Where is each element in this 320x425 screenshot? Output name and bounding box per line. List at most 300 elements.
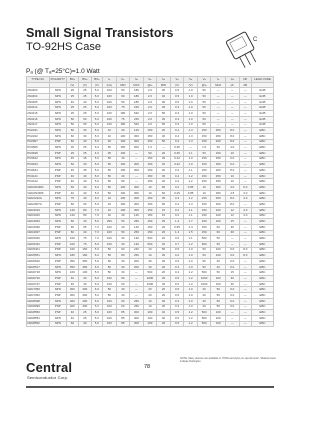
data-cell: 1.4 bbox=[170, 219, 184, 225]
data-cell: PN2222 bbox=[27, 133, 50, 139]
data-cell: 300 bbox=[79, 293, 92, 299]
data-cell: 6.0 bbox=[226, 287, 240, 293]
data-cell: 50 bbox=[103, 173, 117, 179]
data-cell: — bbox=[239, 173, 252, 179]
data-cell: EBC bbox=[252, 202, 274, 208]
data-cell: 1.7 bbox=[184, 219, 198, 225]
data-cell: EBC bbox=[252, 287, 274, 293]
data-cell: ECB bbox=[252, 99, 274, 105]
data-cell: 500 bbox=[143, 270, 157, 276]
data-cell: 75 bbox=[116, 116, 130, 122]
data-cell: 100 bbox=[103, 88, 117, 94]
data-cell: 8.0 bbox=[226, 168, 240, 174]
data-cell: 500 bbox=[197, 310, 211, 316]
data-cell: PN2907 bbox=[27, 139, 50, 145]
data-cell: 25 bbox=[79, 310, 92, 316]
data-cell: 0.5 bbox=[170, 259, 184, 265]
data-cell: 1.3 bbox=[184, 139, 198, 145]
data-cell: 150 bbox=[197, 162, 211, 168]
data-cell: 2N3415 bbox=[27, 111, 50, 117]
data-cell: 1000 bbox=[143, 281, 157, 287]
data-cell: 5.0 bbox=[91, 247, 102, 253]
data-cell: EBC bbox=[252, 315, 274, 321]
data-cell: — bbox=[130, 173, 144, 179]
data-cell: — bbox=[239, 150, 252, 156]
data-cell: 180 bbox=[66, 253, 79, 259]
data-cell: 5.0 bbox=[91, 133, 102, 139]
data-cell: 300 bbox=[66, 287, 79, 293]
data-cell: 6.0 bbox=[226, 259, 240, 265]
data-cell: 45 bbox=[79, 156, 92, 162]
data-cell: NPN bbox=[49, 88, 66, 94]
data-cell: 50 bbox=[197, 264, 211, 270]
data-cell: 150 bbox=[197, 173, 211, 179]
data-cell: 8.0 bbox=[226, 128, 240, 134]
data-cell: — bbox=[239, 162, 252, 168]
data-cell: PNP bbox=[49, 281, 66, 287]
data-cell: 2.0 bbox=[143, 94, 157, 100]
data-cell: 80 bbox=[116, 253, 130, 259]
data-cell: 150 bbox=[143, 156, 157, 162]
data-cell: EBC bbox=[252, 145, 274, 151]
data-cell: 5.0 bbox=[91, 162, 102, 168]
data-cell: 0.5 bbox=[170, 315, 184, 321]
data-cell: 1.1 bbox=[184, 207, 198, 213]
data-cell: 40 bbox=[66, 173, 79, 179]
data-cell: 100 bbox=[103, 276, 117, 282]
data-cell: 40 bbox=[79, 321, 92, 327]
data-cell: 500 bbox=[197, 321, 211, 327]
data-cell: 150 bbox=[143, 230, 157, 236]
data-cell: 25 bbox=[66, 105, 79, 111]
data-cell: 1.2 bbox=[184, 315, 198, 321]
page-title: Small Signal Transistors bbox=[26, 26, 174, 40]
data-cell: 150 bbox=[116, 145, 130, 151]
data-cell: 7.0 bbox=[91, 224, 102, 230]
data-cell: — bbox=[239, 304, 252, 310]
data-cell: 60 bbox=[66, 162, 79, 168]
data-cell: NPN bbox=[49, 94, 66, 100]
data-cell: 50 bbox=[66, 116, 79, 122]
data-cell: — bbox=[226, 315, 240, 321]
data-cell: 5.0 bbox=[91, 310, 102, 316]
data-cell: 60 bbox=[66, 230, 79, 236]
header-cell: BVₐ bbox=[66, 77, 79, 83]
data-cell: 250 bbox=[130, 253, 144, 259]
to92-package-icon bbox=[217, 29, 267, 69]
data-cell: 250 bbox=[130, 298, 144, 304]
data-cell: 300 bbox=[130, 196, 144, 202]
data-cell: — bbox=[239, 315, 252, 321]
data-cell: 150 bbox=[197, 207, 211, 213]
data-cell: 4.0 bbox=[91, 150, 102, 156]
data-cell: 40 bbox=[157, 315, 171, 321]
data-cell: 7.0 bbox=[91, 207, 102, 213]
central-logo: Central bbox=[26, 360, 73, 375]
data-cell: 100 bbox=[211, 310, 226, 316]
data-cell: 0.5 bbox=[170, 310, 184, 316]
data-cell: 40 bbox=[211, 145, 226, 151]
data-cell: 30 bbox=[143, 264, 157, 270]
data-cell: 60 bbox=[116, 304, 130, 310]
data-cell: CEN2907A bbox=[27, 202, 50, 208]
data-cell: 50 bbox=[197, 111, 211, 117]
data-cell: — bbox=[239, 116, 252, 122]
data-cell: 5.0 bbox=[91, 179, 102, 185]
data-cell: 60 bbox=[211, 230, 226, 236]
data-cell: 1.2 bbox=[184, 276, 198, 282]
data-cell: 300 bbox=[79, 287, 92, 293]
data-cell: 100 bbox=[211, 276, 226, 282]
data-cell: — bbox=[226, 241, 240, 247]
data-cell: 0.4 bbox=[170, 139, 184, 145]
data-cell: 400 bbox=[66, 298, 79, 304]
data-cell: EBC bbox=[252, 241, 274, 247]
data-cell: 6.0 bbox=[226, 253, 240, 259]
data-cell: — bbox=[239, 281, 252, 287]
data-cell: 40 bbox=[79, 139, 92, 145]
data-cell: 500 bbox=[197, 315, 211, 321]
data-cell: 40 bbox=[66, 179, 79, 185]
data-cell: PNP bbox=[49, 293, 66, 299]
data-cell: 0.5 bbox=[170, 99, 184, 105]
data-cell: 30 bbox=[157, 304, 171, 310]
data-cell: 150 bbox=[197, 224, 211, 230]
data-cell: 50 bbox=[103, 287, 117, 293]
data-cell: 50 bbox=[116, 88, 130, 94]
data-cell: 5.0 bbox=[91, 111, 102, 117]
data-cell: EBC bbox=[252, 270, 274, 276]
data-cell: 50 bbox=[116, 230, 130, 236]
data-cell: 5.0 bbox=[91, 315, 102, 321]
data-cell: PNP bbox=[49, 173, 66, 179]
data-cell: 50 bbox=[66, 122, 79, 128]
data-cell: 0.25 bbox=[170, 150, 184, 156]
data-cell: 1.3 bbox=[184, 202, 198, 208]
data-cell: 5.0 bbox=[91, 94, 102, 100]
data-cell: 6.0 bbox=[91, 253, 102, 259]
data-cell: NPN bbox=[49, 128, 66, 134]
data-cell: 400 bbox=[79, 298, 92, 304]
data-cell: 150 bbox=[143, 224, 157, 230]
data-cell: 150 bbox=[143, 219, 157, 225]
data-cell: 15 bbox=[157, 207, 171, 213]
data-cell: 0.35 bbox=[170, 145, 184, 151]
data-cell: 150 bbox=[143, 133, 157, 139]
data-cell: 12 bbox=[226, 207, 240, 213]
data-cell: 1000 bbox=[143, 276, 157, 282]
data-cell: 30 bbox=[157, 281, 171, 287]
data-cell: NPN bbox=[49, 270, 66, 276]
data-cell: 40 bbox=[157, 162, 171, 168]
data-cell: 50 bbox=[197, 99, 211, 105]
data-cell: 30 bbox=[79, 133, 92, 139]
data-cell: 30 bbox=[157, 276, 171, 282]
data-cell: 10 bbox=[143, 247, 157, 253]
data-cell: PN3642 bbox=[27, 156, 50, 162]
data-cell: 25 bbox=[79, 105, 92, 111]
data-cell: 100 bbox=[211, 213, 226, 219]
data-cell: EBC bbox=[252, 281, 274, 287]
data-cell: CEN6727 bbox=[27, 281, 50, 287]
data-cell: ECB bbox=[252, 122, 274, 128]
data-cell: 150 bbox=[197, 202, 211, 208]
data-cell: 5.0 bbox=[91, 241, 102, 247]
data-cell: 0.3 bbox=[170, 122, 184, 128]
data-cell: 250 bbox=[211, 162, 226, 168]
data-cell: NPN bbox=[49, 253, 66, 259]
data-cell: 50 bbox=[197, 88, 211, 94]
data-cell: 5.0 bbox=[91, 156, 102, 162]
data-cell: 150 bbox=[197, 179, 211, 185]
data-cell: 1.0 bbox=[184, 105, 198, 111]
data-cell: 250 bbox=[211, 128, 226, 134]
data-cell: PNP bbox=[49, 276, 66, 282]
data-cell: 0.3 bbox=[170, 298, 184, 304]
data-cell: — bbox=[130, 179, 144, 185]
data-cell: 300 bbox=[130, 162, 144, 168]
data-cell: 1.2 bbox=[184, 310, 198, 316]
data-cell: 25 bbox=[157, 219, 171, 225]
header-cell: Cₐ bbox=[226, 77, 240, 83]
data-cell: 5.0 bbox=[91, 281, 102, 287]
data-cell: 0.4 bbox=[170, 179, 184, 185]
data-cell: 4.0 bbox=[226, 145, 240, 151]
data-cell: 40 bbox=[116, 173, 130, 179]
data-cell: 200 bbox=[211, 202, 226, 208]
data-cell: 200 bbox=[130, 264, 144, 270]
data-cell: 50 bbox=[157, 139, 171, 145]
data-cell: 300 bbox=[130, 168, 144, 174]
data-cell: 30 bbox=[79, 276, 92, 282]
data-cell: 20 bbox=[157, 128, 171, 134]
data-cell: 8.0 bbox=[226, 202, 240, 208]
data-cell: 300 bbox=[130, 315, 144, 321]
data-cell: — bbox=[239, 139, 252, 145]
data-cell: 10 bbox=[226, 179, 240, 185]
data-cell: 150 bbox=[143, 162, 157, 168]
data-cell: — bbox=[130, 156, 144, 162]
data-cell: NPN bbox=[49, 196, 66, 202]
data-cell: 0.85 bbox=[184, 185, 198, 191]
data-cell: 40 bbox=[157, 179, 171, 185]
data-cell: 6.0 bbox=[226, 247, 240, 253]
data-cell: 300 bbox=[130, 185, 144, 191]
data-cell: 300 bbox=[130, 190, 144, 196]
data-cell: — bbox=[239, 241, 252, 247]
data-cell: CEN6517 bbox=[27, 264, 50, 270]
data-cell: 4.5 bbox=[226, 190, 240, 196]
header-cell: BVₐ bbox=[91, 77, 102, 83]
data-cell: 350 bbox=[79, 264, 92, 270]
data-cell: 8.0 bbox=[226, 139, 240, 145]
data-cell: — bbox=[211, 105, 226, 111]
data-cell: 130 bbox=[130, 236, 144, 242]
data-cell: 60 bbox=[66, 219, 79, 225]
data-cell: EBC bbox=[252, 276, 274, 282]
data-cell: PN3565 bbox=[27, 145, 50, 151]
data-cell: 350 bbox=[66, 264, 79, 270]
data-cell: 40 bbox=[157, 310, 171, 316]
data-cell: EBC bbox=[252, 230, 274, 236]
data-cell: 150 bbox=[143, 168, 157, 174]
unit-cell: MIN bbox=[116, 82, 130, 88]
data-cell: 5.0 bbox=[91, 270, 102, 276]
data-cell: 0.4 bbox=[170, 133, 184, 139]
data-cell: 300 bbox=[130, 133, 144, 139]
data-cell: 40 bbox=[157, 321, 171, 327]
data-cell: 85 bbox=[116, 310, 130, 316]
data-cell: 0.3 bbox=[170, 168, 184, 174]
data-cell: EBC bbox=[252, 264, 274, 270]
data-cell: CEN8099 bbox=[27, 304, 50, 310]
unit-cell: (V) bbox=[79, 82, 92, 88]
header-cell: Vₐ bbox=[197, 77, 211, 83]
data-cell: 5.0 bbox=[91, 321, 102, 327]
data-cell: 25 bbox=[79, 315, 92, 321]
header-cell: BVₐ bbox=[79, 77, 92, 83]
data-cell: 30 bbox=[226, 224, 240, 230]
data-cell: 8.0 bbox=[226, 196, 240, 202]
data-cell: — bbox=[226, 122, 240, 128]
data-cell: 180 bbox=[130, 88, 144, 94]
data-cell: 1.0 bbox=[184, 111, 198, 117]
data-cell: 0.85 bbox=[184, 190, 198, 196]
data-cell: 0.5 bbox=[170, 247, 184, 253]
data-cell: 1.3 bbox=[184, 128, 198, 134]
data-cell: 5.0 bbox=[91, 122, 102, 128]
data-cell: 0.5 bbox=[170, 236, 184, 242]
data-cell: 40 bbox=[79, 99, 92, 105]
data-cell: 100 bbox=[143, 321, 157, 327]
data-cell: 40 bbox=[116, 213, 130, 219]
data-cell: 0.5 bbox=[170, 276, 184, 282]
data-cell: 80 bbox=[79, 207, 92, 213]
unit-cell: MAX bbox=[130, 82, 144, 88]
data-cell: 60 bbox=[116, 276, 130, 282]
data-cell: 0.5 bbox=[170, 94, 184, 100]
data-cell: 150 bbox=[211, 150, 226, 156]
data-cell: NPN bbox=[49, 207, 66, 213]
data-cell: 1.2 bbox=[184, 173, 198, 179]
transistor-spec-table bbox=[26, 76, 274, 327]
data-cell: — bbox=[226, 116, 240, 122]
data-cell: 1.0 bbox=[184, 94, 198, 100]
data-cell: 300 bbox=[130, 202, 144, 208]
data-cell: 2.0 bbox=[143, 105, 157, 111]
data-cell: 20 bbox=[157, 224, 171, 230]
data-cell: NPN bbox=[49, 145, 66, 151]
data-cell: CEN3020 bbox=[27, 213, 50, 219]
header-cell: hₐ bbox=[116, 77, 130, 83]
data-cell: 30 bbox=[116, 259, 130, 265]
data-cell: 50 bbox=[197, 105, 211, 111]
data-cell: 85 bbox=[116, 321, 130, 327]
data-cell: 100 bbox=[116, 196, 130, 202]
data-cell: 100 bbox=[66, 270, 79, 276]
data-cell: EBC bbox=[252, 133, 274, 139]
data-cell: EBC bbox=[252, 168, 274, 174]
data-cell: 2N3417 bbox=[27, 122, 50, 128]
data-cell: 2.0 bbox=[143, 88, 157, 94]
data-cell: 100 bbox=[116, 139, 130, 145]
data-cell: 250 bbox=[211, 156, 226, 162]
data-cell: 0.3 bbox=[170, 105, 184, 111]
data-cell: 100 bbox=[116, 185, 130, 191]
data-cell: 20 bbox=[157, 236, 171, 242]
unit-cell: dB bbox=[239, 82, 252, 88]
data-cell: 90 bbox=[66, 224, 79, 230]
data-cell: 12 bbox=[226, 213, 240, 219]
header-cell: hₐ bbox=[143, 77, 157, 83]
data-cell: 60 bbox=[116, 281, 130, 287]
data-cell: 250 bbox=[211, 190, 226, 196]
data-cell: 30 bbox=[226, 230, 240, 236]
data-cell: 30 bbox=[157, 88, 171, 94]
data-cell: 5.0 bbox=[91, 190, 102, 196]
data-cell: — bbox=[226, 236, 240, 242]
data-cell: 150 bbox=[197, 219, 211, 225]
data-cell: 100 bbox=[66, 241, 79, 247]
header-cell: hₐ bbox=[130, 77, 144, 83]
data-cell: CEN8551 bbox=[27, 315, 50, 321]
header-cell: Vₐ bbox=[170, 77, 184, 83]
data-cell: 2N3414 bbox=[27, 105, 50, 111]
data-cell: 1.0 bbox=[184, 88, 198, 94]
data-cell: 100 bbox=[103, 315, 117, 321]
data-cell: 1.4 bbox=[170, 230, 184, 236]
data-cell: NPN bbox=[49, 105, 66, 111]
data-cell: — bbox=[226, 88, 240, 94]
data-cell: 20 bbox=[157, 150, 171, 156]
data-cell: 6.0 bbox=[226, 156, 240, 162]
data-cell: 0.2 bbox=[170, 185, 184, 191]
data-cell: 40 bbox=[79, 281, 92, 287]
data-cell: EBC bbox=[252, 207, 274, 213]
data-cell: 5.0 bbox=[91, 99, 102, 105]
data-cell: CEN5322 bbox=[27, 241, 50, 247]
data-cell: 50 bbox=[157, 111, 171, 117]
data-cell: 50 bbox=[103, 293, 117, 299]
data-cell: 150 bbox=[197, 139, 211, 145]
data-cell: 150 bbox=[143, 196, 157, 202]
data-cell: 35 bbox=[103, 150, 117, 156]
data-cell: 150 bbox=[197, 133, 211, 139]
data-cell: 25 bbox=[66, 111, 79, 117]
data-cell: 160 bbox=[66, 247, 79, 253]
header-cell: fₐ bbox=[211, 77, 226, 83]
data-cell: — bbox=[239, 259, 252, 265]
data-cell: 100 bbox=[116, 162, 130, 168]
data-cell: PNP bbox=[49, 304, 66, 310]
data-cell: 40 bbox=[79, 173, 92, 179]
data-cell: 1.0 bbox=[184, 293, 198, 299]
data-cell: 0.7 bbox=[170, 241, 184, 247]
data-cell: 100 bbox=[211, 315, 226, 321]
data-cell: PNP bbox=[49, 224, 66, 230]
data-cell: EBC bbox=[252, 162, 274, 168]
data-cell: 20 bbox=[157, 241, 171, 247]
data-cell: 60 bbox=[66, 139, 79, 145]
data-cell: 50 bbox=[79, 116, 92, 122]
data-cell: — bbox=[239, 276, 252, 282]
data-cell: 15 bbox=[226, 270, 240, 276]
data-cell: 5.0 bbox=[91, 128, 102, 134]
data-cell: 40 bbox=[157, 94, 171, 100]
data-cell: NPN bbox=[49, 116, 66, 122]
data-cell: CEN2222A bbox=[27, 196, 50, 202]
data-cell: 20 bbox=[197, 298, 211, 304]
